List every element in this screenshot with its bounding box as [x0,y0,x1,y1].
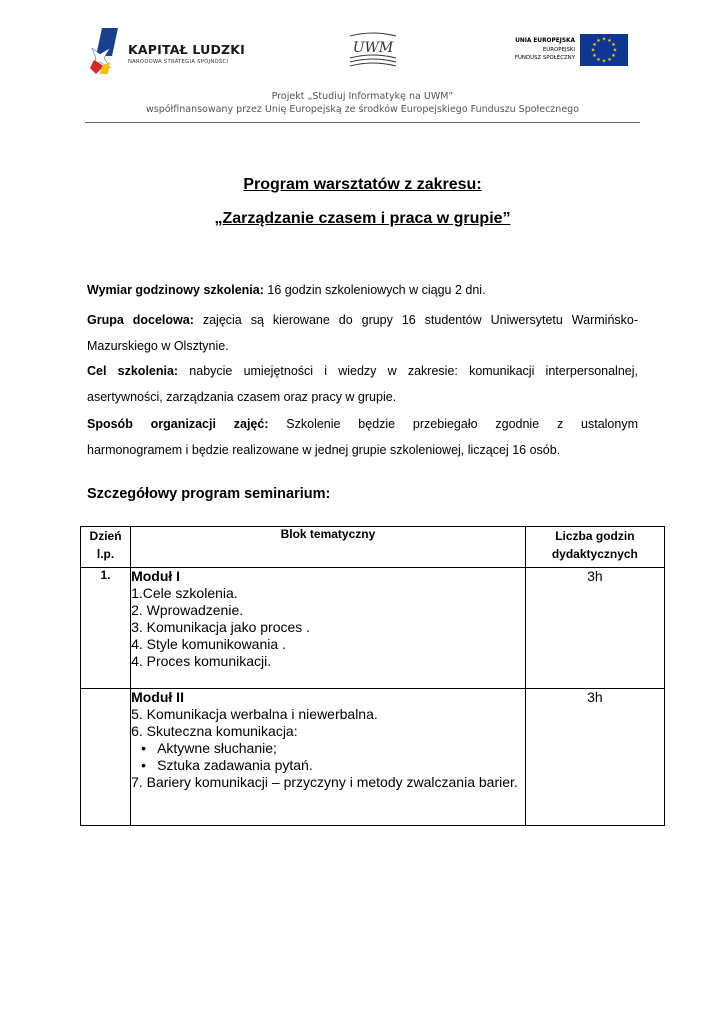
uwm-book-icon [346,30,400,70]
header-day-line2: l.p. [96,547,115,561]
module-item: 5. Komunikacja werbalna i niewerbalna. [131,706,378,722]
eu-logo-line3: FUNDUSZ SPOŁECZNY [514,55,575,61]
svg-text:★: ★ [590,47,596,54]
svg-text:★: ★ [612,47,618,54]
grupa-label: Grupa docelowa: [87,313,194,327]
cel-label: Cel szkolenia: [87,364,179,378]
module-item: 1.Cele szkolenia. [131,585,238,601]
project-name: Projekt „Studiuj Informatykę na UWM” [271,91,454,102]
sposob-line1 [87,411,638,437]
sposob-value-1: Szkolenie będzie przebiegało zgodnie z ustalonym [268,417,638,431]
svg-text:★: ★ [601,58,607,65]
module-item: 2. Wprowadzenie. [131,602,244,618]
uwm-logo-text: UWM [352,40,394,56]
sposob-paragraph [87,411,638,463]
header-divider [85,122,640,123]
eu-logo-line1: UNIA EUROPEJSKA [515,38,575,44]
table-row [81,568,665,689]
row-topic [131,568,526,689]
row-day: 1. [81,568,131,689]
svg-text:★: ★ [607,38,612,44]
header-day-line1: Dzień [89,529,122,543]
document-subtitle: „Zarządzanie czasem i praca w grupie” [214,210,511,227]
svg-text:★: ★ [611,53,616,59]
header-hours-line1: Liczba godzin [555,529,635,543]
svg-text:★: ★ [596,38,601,44]
module-title: Moduł II [131,689,184,705]
uwm-logo [346,30,400,70]
eu-logo [505,32,635,68]
kapital-ludzki-logo [88,26,258,76]
module-title: Moduł I [131,568,181,584]
module-bullet-list [131,740,525,774]
section-title: Szczegółowy program seminarium: [87,486,331,502]
kapital-ludzki-star-icon [88,26,124,76]
grupa-paragraph [87,307,638,359]
header-hours-line2: dydaktycznych [551,547,638,561]
svg-text:★: ★ [607,57,612,63]
cel-value: nabycie umiejętności i wiedzy w zakresie: komunikacji interpersonalnej, asertywności, zarządzania czasem oraz pracy w grupie. [87,364,638,404]
sposob-label: Sposób organizacji zajęć: [87,417,269,431]
header-day [81,527,131,568]
kapital-ludzki-subtitle: NARODOWA STRATEGIA SPÓJNOŚCI [128,59,229,65]
module-item: 4. Proces komunikacji. [131,653,272,669]
header-hours [525,527,664,568]
svg-text:★: ★ [601,36,607,43]
row-hours: 3h [525,689,664,826]
row-hours: 3h [525,568,664,689]
wymiar-value: 16 godzin szkoleniowych w ciągu 2 dni. [263,283,486,297]
eu-logo-line2: EUROPEJSKI [542,47,575,53]
svg-text:★: ★ [592,53,597,59]
project-funding: współfinansowany przez Unię Europejską ze środków Europejskiego Funduszu Społecznego [145,104,579,115]
module-item: 3. Komunikacja jako proces . [131,619,311,635]
document-title: Program warsztatów z zakresu: [243,176,482,193]
module-item: 4. Style komunikowania . [131,636,286,652]
table-row [81,689,665,826]
svg-text:★: ★ [611,42,616,48]
cel-paragraph [87,358,638,410]
eu-flag-icon [580,34,628,66]
svg-text:★: ★ [592,42,597,48]
table-header-row [81,527,665,568]
grupa-value: zajęcia są kierowane do grupy 16 studentów Uniwersytetu Warmińsko-Mazurskiego w Olsztynie. [87,313,639,353]
module-item: 6. Skuteczna komunikacja: [131,723,298,739]
row-topic [131,689,526,826]
header-topic: Blok tematyczny [131,527,526,568]
row-day [81,689,131,826]
wymiar-paragraph [87,277,638,303]
module-bullet: • Sztuka zadawania pytań. [157,757,525,774]
module-bullet: • Aktywne słuchanie; [157,740,525,757]
kapital-ludzki-title: KAPITAŁ LUDZKI [128,42,246,57]
program-table [80,526,665,826]
module-item: 7. Bariery komunikacji – przyczyny i metody zwalczania barier. [131,774,518,790]
wymiar-label: Wymiar godzinowy szkolenia: [87,283,264,297]
svg-text:★: ★ [596,57,601,63]
sposob-value-2: harmonogramem i będzie realizowane w jednej grupie szkoleniowej, liczącej 16 osób. [87,443,561,457]
